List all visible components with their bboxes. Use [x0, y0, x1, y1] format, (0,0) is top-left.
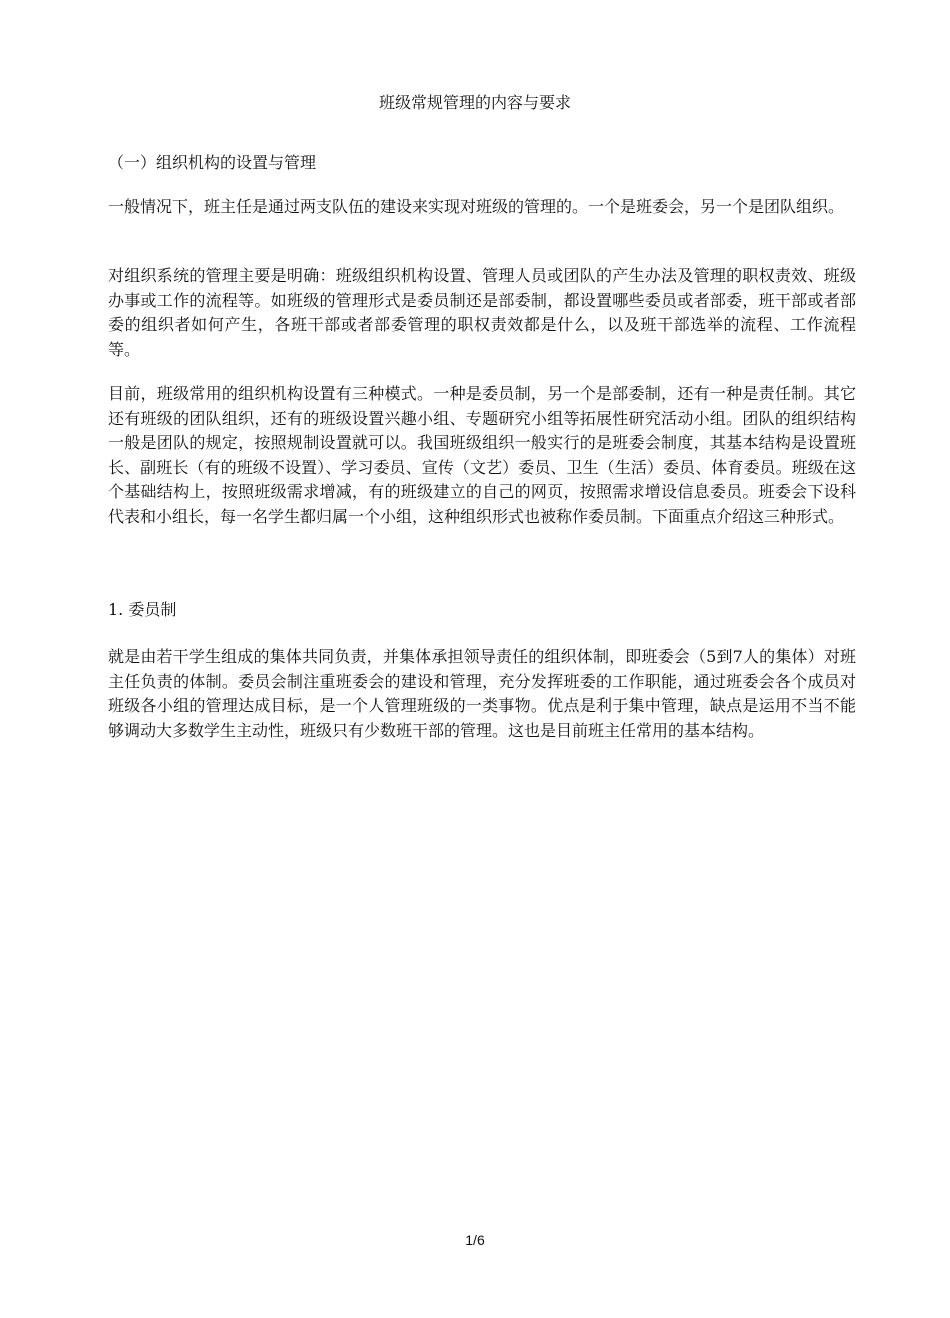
- section-heading: （一）组织机构的设置与管理: [108, 153, 317, 172]
- paragraph-4: 就是由若干学生组成的集体共同负责，并集体承担领导责任的组织体制，即班委会（5到7人的集体）对班主任负责的体制。委员会制注重班委会的建设和管理，充分发挥班委的工作职能，通过班委会各个成员对班级各小组的管理达成目标，是一个人管理班级的一类事物。优点是利于集中管理，缺点是运用不当不能够调动大多数学生主动性，班级只有少数班干部的管理。这也是目前班主任常用的基本结构。: [108, 647, 856, 740]
- paragraph-3: 目前，班级常用的组织机构设置有三种模式。一种是委员制，另一个是部委制，还有一种是责任制。其它还有班级的团队组织，还有的班级设置兴趣小组、专题研究小组等拓展性研究活动小组。团队的组织结构一般是团队的规定，按照规制设置就可以。我国班级组织一般实行的是班委会制度，其基本结构是设置班长、副班长（有的班级不设置）、学习委员、宣传（文艺）委员、卫生（生活）委员、体育委员。班级在这个基础结构上，按照班级需求增减，有的班级建立的自己的网页，按照需求增设信息委员。班委会下设科代表和小组长，每一名学生都归属一个小组，这种组织形式也被称作委员制。下面重点介绍这三种形式。: [108, 384, 856, 526]
- paragraph-2: 对组织系统的管理主要是明确：班级组织机构设置、管理人员或团队的产生办法及管理的职权责效、班级办事或工作的流程等。如班级的管理形式是委员制还是部委制，都设置哪些委员或者部委，班干部或者部委的组织者如何产生，各班干部或者部委管理的职权责效都是什么，以及班干部选举的流程、工作流程等。: [108, 266, 856, 359]
- paragraph-1: 一般情况下，班主任是通过两支队伍的建设来实现对班级的管理的。一个是班委会，另一个是团队组织。: [108, 197, 845, 216]
- document-title: 班级常规管理的内容与要求: [378, 93, 571, 112]
- item-heading: 1. 委员制: [108, 600, 177, 619]
- page-number: 1/6: [465, 1232, 485, 1248]
